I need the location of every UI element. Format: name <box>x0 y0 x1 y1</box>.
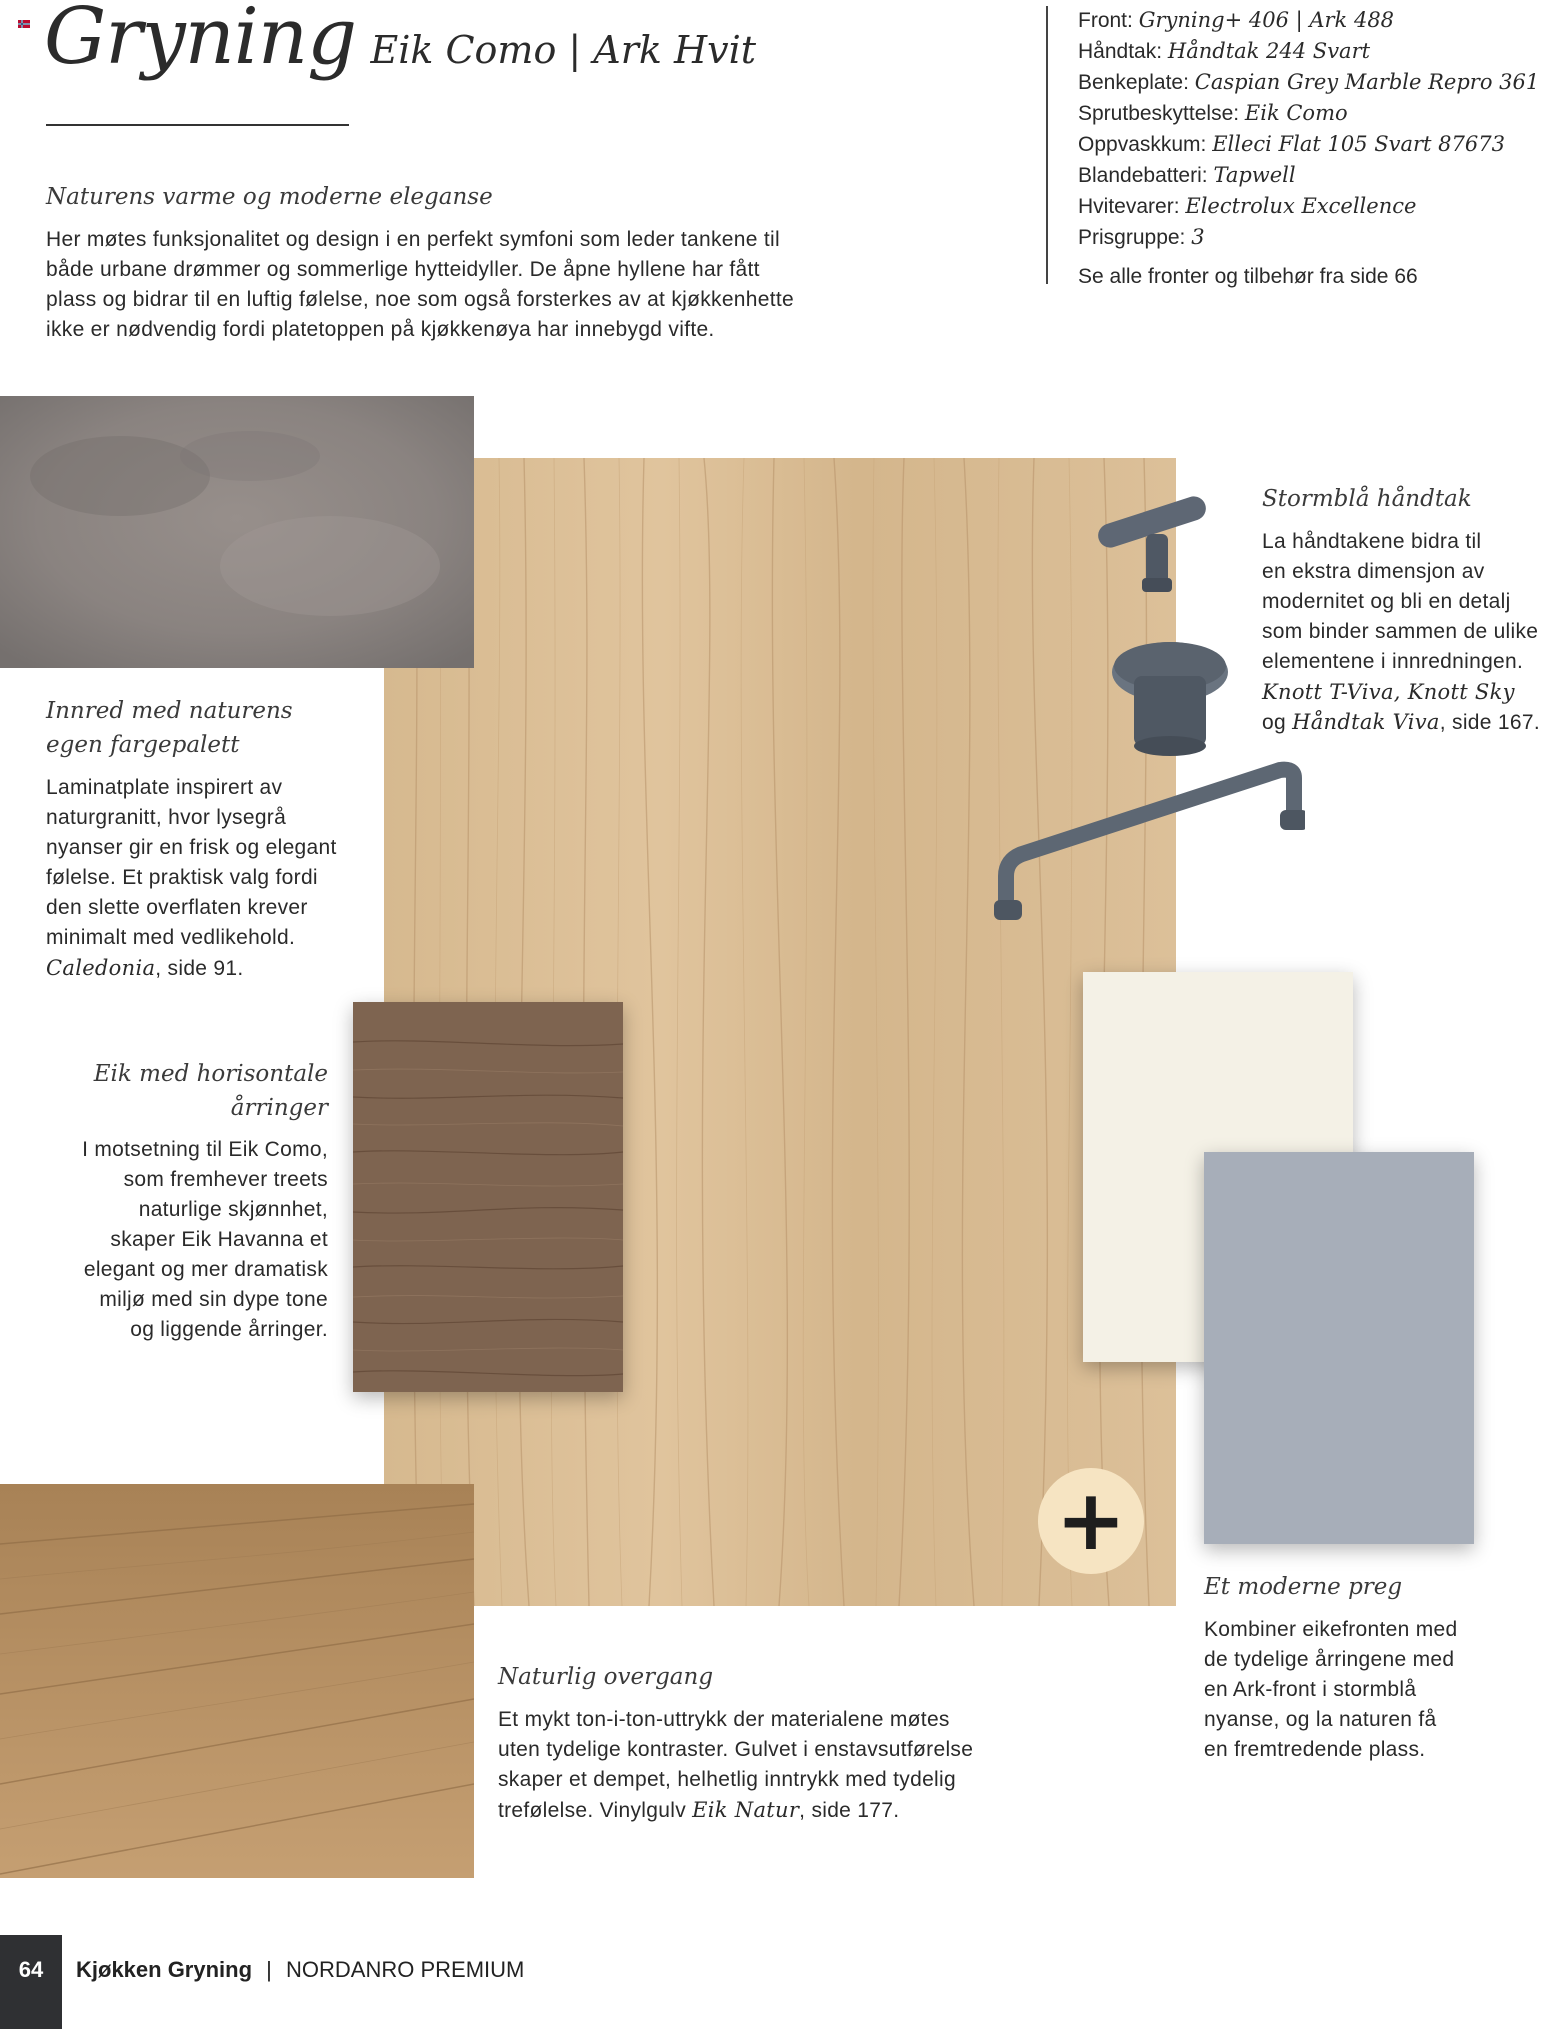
spec-appliances: Hvitevarer: Electrolux Excellence <box>1078 194 1417 218</box>
storm-ref: Knott T-Viva, Knott Sky <box>1262 680 1515 704</box>
page-number: 64 <box>18 1957 44 1982</box>
intro-line: Her møtes funksjonalitet og design i en perfekt symfoni som leder tankene til <box>46 228 780 251</box>
page-number-box <box>0 1935 62 2029</box>
title-sub: Eik Como | Ark Hvit <box>370 28 757 72</box>
innred-heading: Innred med naturens egen fargepalett <box>46 698 293 758</box>
spec-handle: Håndtak: Håndtak 244 Svart <box>1078 39 1371 63</box>
intro-line: både urbane drømmer og sommerlige hytteidyller. De åpne hyllene har fått <box>46 258 760 281</box>
plus-badge[interactable] <box>1038 1468 1144 1574</box>
intro-heading: Naturens varme og moderne eleganse <box>46 184 493 210</box>
specs-list <box>1078 5 1539 253</box>
plus-icon: + <box>1055 1471 1127 1569</box>
knob-sky-icon <box>1108 636 1232 764</box>
spec-pricegroup: Prisgruppe: 3 <box>1078 225 1205 249</box>
handle-viva-icon <box>990 760 1305 930</box>
storm-heading: Stormblå håndtak <box>1262 486 1472 512</box>
spec-countertop: Benkeplate: Caspian Grey Marble Repro 361 <box>1078 70 1540 94</box>
page-title <box>44 0 756 82</box>
innred-ref: Caledonia <box>46 956 156 980</box>
moderne-text: Kombiner eikefronten med de tydelige årringene med en Ark-front i stormblå nyanse, og la naturen få en fremtredende plass. <box>1204 1618 1458 1761</box>
flag-icon <box>18 20 30 28</box>
overgang-text: Et mykt ton-i-ton-uttrykk der materialene møtes uten tydelige kontraster. Gulvet i enstavsutførelse skaper et dempet, helhetlig inntrykk med tydelig trefølelse. Vinylgulv Eik Natur, side 177. <box>498 1708 974 1822</box>
knob-t-viva-icon <box>1090 490 1220 605</box>
intro-text <box>46 225 866 345</box>
caledonia-stone-swatch <box>0 396 474 668</box>
spec-front: Front: Gryning+ 406 | Ark 488 <box>1078 8 1395 32</box>
eik-text: I motsetning til Eik Como, som fremhever treets naturlige skjønnhet, skaper Eik Havanna et elegant og mer dramatisk miljø med sin dype tone og liggende årringer. <box>82 1138 328 1341</box>
moderne-heading: Et moderne preg <box>1204 1574 1403 1600</box>
spec-splashback: Sprutbeskyttelse: Eik Como <box>1078 101 1348 125</box>
footer-separator: | <box>266 1957 272 1982</box>
spec-sink: Oppvaskkum: Elleci Flat 105 Svart 87673 <box>1078 132 1505 156</box>
innred-text: Laminatplate inspirert av naturgranitt, hvor lysegrå nyanser gir en frisk og elegant følelse. Et praktisk valg fordi den slette overflaten krever minimalt med vedlikehold. Caledonia, side 91. <box>46 776 337 980</box>
footer-brand: NORDANRO PREMIUM <box>286 1957 525 1982</box>
intro-line: plass og bidrar til en luftig følelse, noe som også forsterkes av at kjøkkenhette <box>46 288 794 311</box>
havanna-swatch <box>353 1002 623 1392</box>
eik-heading: Eik med horisontale årringer <box>93 1061 328 1121</box>
ark-blue-swatch <box>1204 1152 1474 1544</box>
title-divider <box>46 124 349 126</box>
title-main: Gryning <box>44 0 357 82</box>
specs-note: Se alle fronter og tilbehør fra side 66 <box>1078 265 1418 288</box>
footer-title: Kjøkken Gryning <box>76 1957 253 1982</box>
specs-divider <box>1046 6 1048 284</box>
intro-line: ikke er nødvendig fordi platetoppen på kjøkkenøya har innebygd vifte. <box>46 318 715 341</box>
floor-swatch <box>0 1484 474 1878</box>
overgang-heading: Naturlig overgang <box>498 1664 714 1690</box>
spec-faucet: Blandebatteri: Tapwell <box>1078 163 1296 187</box>
footer <box>76 1957 524 1983</box>
storm-text: La håndtakene bidra til en ekstra dimensjon av modernitet og bli en detalj som binder sammen de ulike elementene i innredningen. Knott T-Viva, Knott Sky og Håndtak Viva, side 167. <box>1262 527 1550 738</box>
